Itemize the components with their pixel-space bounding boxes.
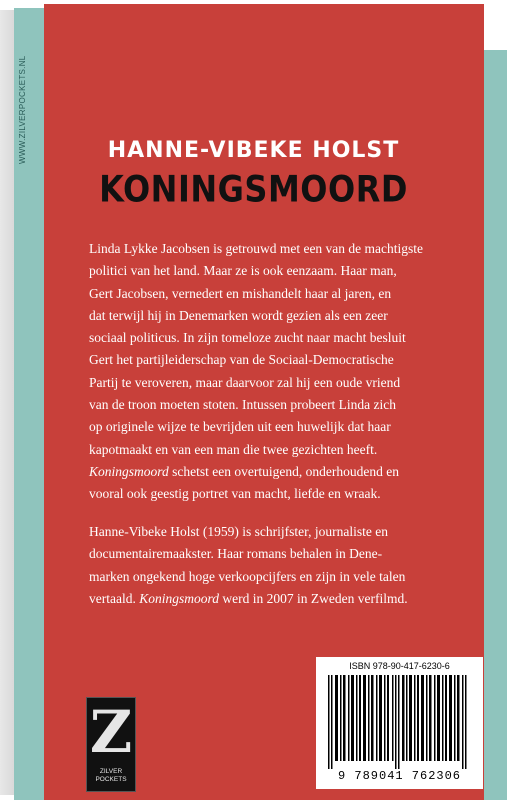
barcode-digits: 9 789041 762306 (337, 769, 462, 783)
logo-text-line1: ZILVER (99, 768, 123, 775)
logo-letter: Z (89, 698, 133, 766)
author-bio (89, 521, 435, 610)
blurb-line: politici van het land. Maar ze is ook eenzaam. Haar man, (89, 263, 397, 279)
blurb-line: Linda Lykke Jacobsen is getrouwd met een van de machtigste (89, 241, 424, 256)
blurb-text (89, 238, 435, 506)
bio-line-start: vertaald. (89, 590, 140, 606)
bio-line (89, 588, 435, 610)
barcode-icon (326, 675, 473, 769)
bio-line: Hanne-Vibeke Holst (1959) is schrijfster, journaliste en (89, 524, 388, 539)
blurb-line: Gert Jacobsen, vernedert en mishandelt haar al jaren, en (89, 285, 392, 301)
barcode-label (316, 657, 483, 789)
bio-line: marken ongekend hoge verkoopcijfers en zijn in vele talen (89, 568, 406, 584)
bio-line-rest: werd in 2007 in Zweden verfilmd. (219, 590, 408, 606)
page-edge (0, 10, 14, 795)
blurb-line-rest: schetst een overtuigend, onderhoudend en (168, 463, 399, 479)
blurb-italic-title: Koningsmoord (89, 463, 169, 479)
book-title: KONINGSMOORD (99, 167, 408, 211)
blurb-line: Partij te veroveren, maar daarvoor zal hij een oude vriend (89, 374, 401, 390)
isbn-text: ISBN 978-90-417-6230-6 (349, 661, 450, 671)
blurb-line: van de troon moeten stoten. Intussen probeert Linda zich (89, 397, 397, 413)
blurb-line: dat terwijl hij in Denemarken wordt gezien als een zeer (89, 307, 388, 323)
publisher-url: WWW.ZILVERPOCKETS.NL (18, 55, 27, 165)
blurb-line: Gert het partijleiderschap van de Sociaal-Democratische (89, 352, 394, 368)
bio-italic-title: Koningsmoord (139, 590, 219, 606)
blurb-line: sociaal politicus. In zijn tomeloze zucht naar macht besluit (89, 330, 406, 346)
blurb-line: op originele wijze te bevrijden uit een huwelijk dat haar (89, 419, 391, 435)
author-name: HANNE-VIBEKE HOLST (107, 138, 400, 163)
publisher-logo (86, 697, 136, 792)
logo-text-line2: POCKETS (95, 776, 127, 783)
bio-line: documentairemaakster. Haar romans behalen in Dene- (89, 546, 383, 562)
blurb-line: vooral ook geestig portret van macht, liefde en wraak. (89, 486, 381, 502)
blurb-line: kapotmaakt en van een man die twee gezichten heeft. (89, 441, 378, 457)
blurb-line (89, 461, 435, 483)
